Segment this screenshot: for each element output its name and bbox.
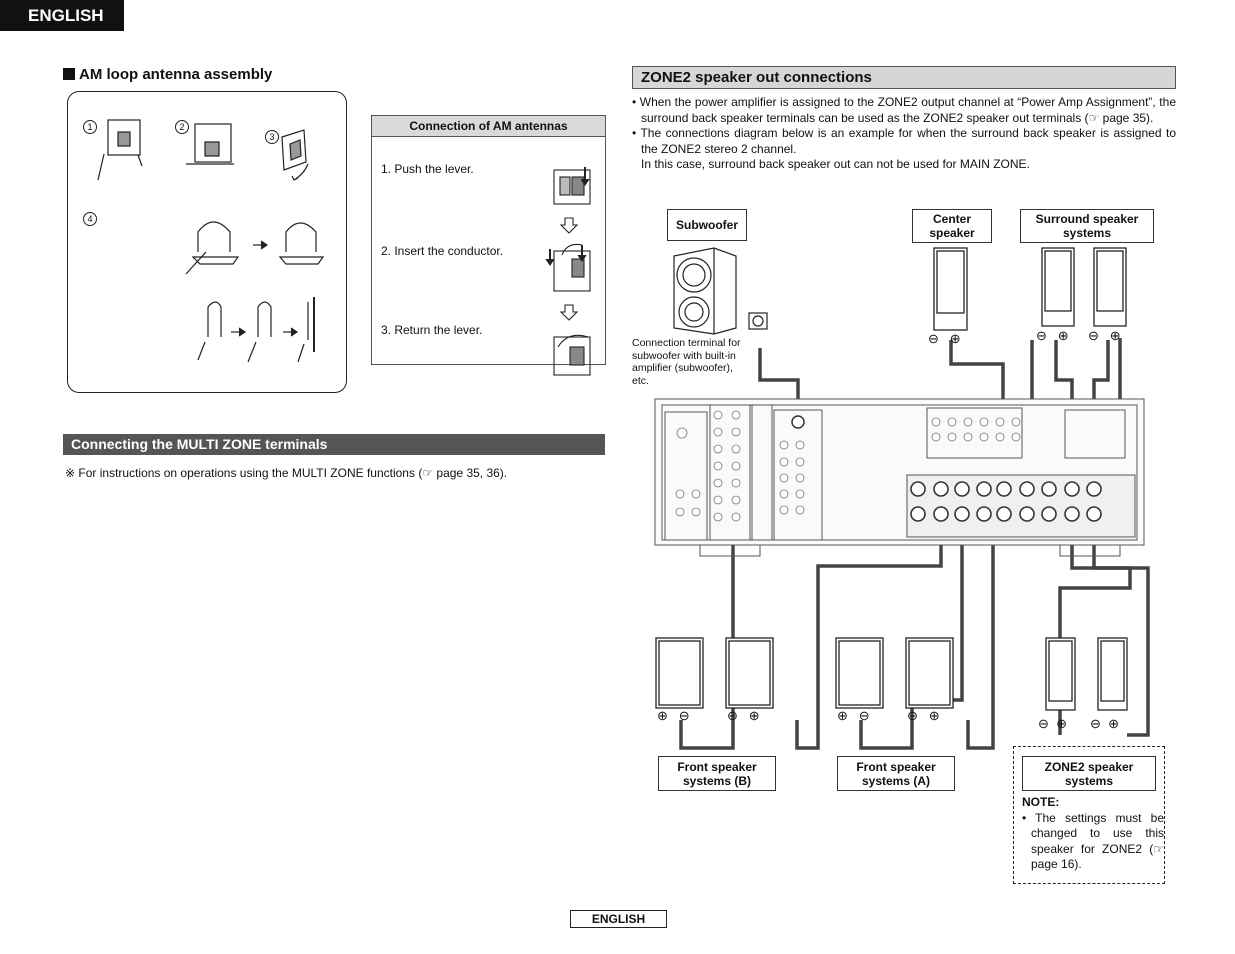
language-tab: ENGLISH — [0, 0, 124, 31]
note-title: NOTE: — [1022, 795, 1060, 809]
connection-step-2: 2. Insert the conductor. — [381, 244, 504, 258]
connection-table-title: Connection of AM antennas — [372, 116, 605, 137]
step-number-4: 4 — [83, 212, 97, 226]
zone2-right-polarity: ⊖ ⊕ — [1090, 716, 1120, 731]
note-body: • The settings must be changed to use this speaker for ZONE2 (☞ page 16). — [1022, 811, 1164, 872]
step-number-1: 1 — [83, 120, 97, 134]
center-polarity: ⊖ ⊕ — [928, 331, 961, 346]
label-center-speaker: Center speaker — [912, 209, 992, 243]
label-front-speaker-a: Front speaker systems (A) — [837, 756, 955, 791]
page-reference-icon: ☞ — [1153, 841, 1164, 856]
zone2-left-polarity: ⊖ ⊕ — [1038, 716, 1068, 731]
footer-language-label: ENGLISH — [570, 910, 667, 928]
front-a-right-polarity: ⊖ ⊕ — [907, 708, 940, 723]
connection-step-1: 1. Push the lever. — [381, 162, 474, 176]
label-front-speaker-b: Front speaker systems (B) — [658, 756, 776, 791]
front-a-left-polarity: ⊕ ⊖ — [837, 708, 870, 723]
subwoofer-terminal-note: Connection terminal for subwoofer with built-in amplifier (subwoofer), etc. — [632, 337, 741, 387]
label-subwoofer: Subwoofer — [667, 209, 747, 241]
front-b-right-polarity: ⊖ ⊕ — [727, 708, 760, 723]
surround-left-polarity: ⊖ ⊕ — [1036, 328, 1069, 343]
multi-zone-note: ※ For instructions on operations using the MULTI ZONE functions (☞ page 35, 36). — [65, 466, 508, 480]
connection-step-3: 3. Return the lever. — [381, 323, 483, 337]
am-section-title: AM loop antenna assembly — [63, 66, 272, 83]
zone2-bullet-1: • When the power amplifier is assigned to the ZONE2 output channel at “Power Amp Assignment”, the surround back speaker terminals can be used as the ZONE2 speaker out terminals (☞ page 35). — [632, 95, 1176, 125]
step-number-2: 2 — [175, 120, 189, 134]
multi-zone-title: Connecting the MULTI ZONE terminals — [63, 434, 605, 455]
zone2-section-title: ZONE2 speaker out connections — [632, 66, 1176, 89]
label-zone2-speaker: ZONE2 speaker systems — [1022, 756, 1156, 791]
zone2-bullet-2-continued: In this case, surround back speaker out can not be used for MAIN ZONE. — [641, 157, 1030, 172]
front-b-left-polarity: ⊕ ⊖ — [657, 708, 690, 723]
label-surround-speaker: Surround speaker systems — [1020, 209, 1154, 243]
surround-right-polarity: ⊖ ⊕ — [1088, 328, 1121, 343]
step-number-3: 3 — [265, 130, 279, 144]
page-reference-icon: ☞ — [422, 466, 434, 480]
zone2-bullet-2: • The connections diagram below is an example for when the surround back speaker is assigned to the ZONE2 stereo 2 channel. — [632, 126, 1176, 156]
page-reference-icon: ☞ — [1088, 110, 1100, 125]
